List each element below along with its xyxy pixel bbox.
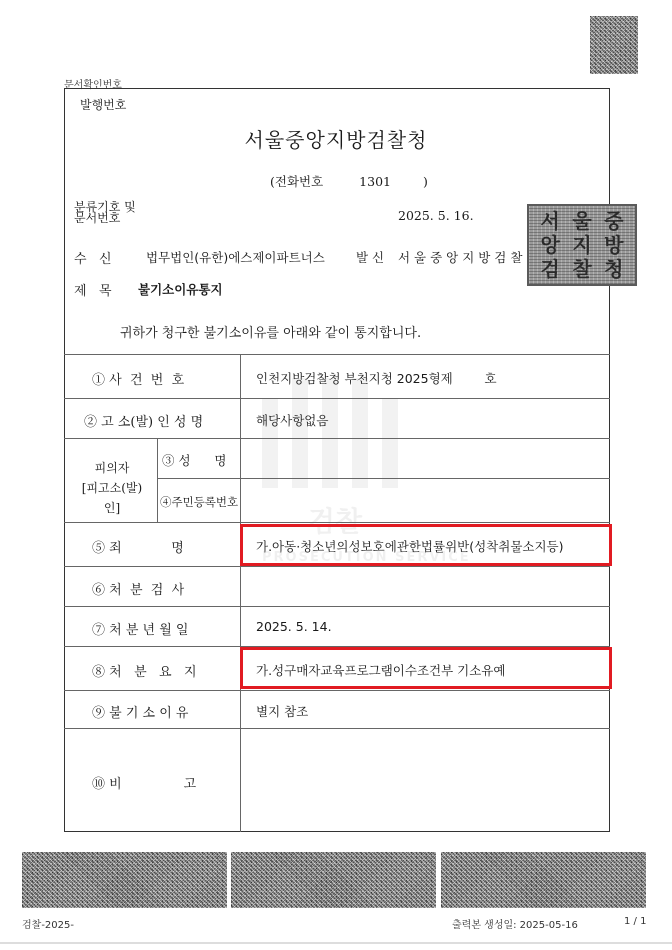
- document-date: 2025. 5. 16.: [398, 208, 474, 223]
- barcode-bottom-2: [231, 852, 436, 908]
- row-disposition-date-value: 2025. 5. 14.: [256, 619, 332, 634]
- suspect-divider: [157, 438, 158, 522]
- issue-number-label: 발행번호: [80, 98, 127, 112]
- seal-char: 앙: [540, 233, 560, 257]
- prosecution-watermark-text: 검찰: [308, 505, 363, 538]
- footer-issued-date: 출력본 생성일: 2025-05-16: [452, 920, 578, 931]
- row-non-prosecution-reason-value: 별지 참조: [256, 704, 309, 719]
- phone-label: (전화번호: [270, 174, 324, 189]
- row-disposition-summary-value: 가.성구매자교육프로그램이수조건부 기소유예: [256, 663, 506, 678]
- footer-rule: [0, 942, 672, 944]
- suspect-name-label: ③ 성 명: [162, 453, 227, 468]
- table-divider: [240, 354, 241, 832]
- charge-highlight-box: [240, 524, 612, 566]
- recipient-value: 법무법인(유한)에스제이파트너스: [146, 250, 325, 265]
- classification-label: [74, 202, 136, 224]
- seal-char: 청: [604, 257, 624, 281]
- prosecution-watermark-subtext: PROSECUTION SERVICE: [262, 550, 471, 565]
- seal-char: 지: [572, 233, 592, 257]
- sender-value: 서 울 중 앙 지 방 검 찰: [398, 250, 523, 265]
- seal-char: 서: [540, 209, 560, 233]
- phone-close: ): [422, 174, 428, 189]
- table-line-9: [64, 728, 610, 729]
- table-line-6: [64, 606, 610, 607]
- table-line-8: [64, 690, 610, 691]
- row-case-number-label: ① 사 건 번 호: [92, 373, 185, 388]
- table-line-5: [64, 566, 610, 567]
- table-line-4: [64, 522, 610, 523]
- prosecution-watermark-bars: [262, 378, 412, 488]
- barcode-bottom-3: [441, 852, 646, 908]
- phone-line: [270, 172, 428, 190]
- intro-sentence: 귀하가 청구한 불기소이유를 아래와 같이 통지합니다.: [120, 326, 422, 341]
- table-line-2: [64, 398, 610, 399]
- suspect-group-label-line2: [피고소(발)인]: [81, 481, 143, 515]
- classification-label-line2: 문서번호: [74, 211, 121, 225]
- row-prosecutor-label: ⑥ 처 분 검 사: [92, 583, 185, 598]
- row-remarks-label: ⑩ 비 고: [92, 777, 197, 792]
- seal-char: 찰: [572, 257, 592, 281]
- suspect-id-label: ④주민등록번호: [160, 495, 239, 509]
- row-complainant-label: ② 고 소(발) 인 성 명: [84, 415, 204, 430]
- suspect-group-label: [74, 458, 150, 518]
- table-top-line: [64, 354, 610, 355]
- footer-page-number: 1 / 1: [624, 916, 647, 927]
- table-line-3: [64, 438, 610, 439]
- office-title: 서울중앙지방검찰청: [244, 128, 428, 152]
- recipient-label: 수 신: [74, 252, 112, 267]
- disposition-highlight-box: [240, 647, 612, 689]
- seal-char: 울: [572, 209, 592, 233]
- sender-label: 발 신: [356, 250, 385, 265]
- seal-char: 방: [604, 233, 624, 257]
- suspect-group-label-line1: 피의자: [94, 461, 130, 475]
- row-complainant-value: 해당사항없음: [256, 413, 329, 428]
- official-seal-stamp: [527, 204, 637, 286]
- row-charge-value: 가.아동·청소년의성보호에관한법률위반(성착취물소지등): [256, 539, 564, 554]
- classification-label-line1: 분류기호 및: [74, 200, 136, 214]
- seal-char: 중: [604, 209, 624, 233]
- subject-value: 불기소이유통지: [138, 282, 223, 297]
- subject-label: 제 목: [74, 284, 112, 299]
- doc-confirm-label: 문서확인번호: [64, 80, 122, 91]
- qr-code-top-right: [590, 16, 638, 74]
- table-line-suspect-mid: [157, 478, 610, 479]
- row-charge-label: ⑤ 죄 명: [92, 541, 184, 556]
- footer-doc-code: 검찰-2025-: [22, 920, 74, 931]
- row-disposition-summary-label: ⑧ 처 분 요 지: [92, 665, 197, 680]
- row-non-prosecution-reason-label: ⑨ 불 기 소 이 유: [92, 706, 189, 721]
- phone-number: 1301: [359, 174, 391, 189]
- row-case-number-value: 인천지방검찰청 부천지청 2025형제 호: [256, 371, 497, 386]
- seal-char: 검: [540, 257, 560, 281]
- barcode-bottom-1: [22, 852, 227, 908]
- row-disposition-date-label: ⑦ 처 분 년 월 일: [92, 623, 189, 638]
